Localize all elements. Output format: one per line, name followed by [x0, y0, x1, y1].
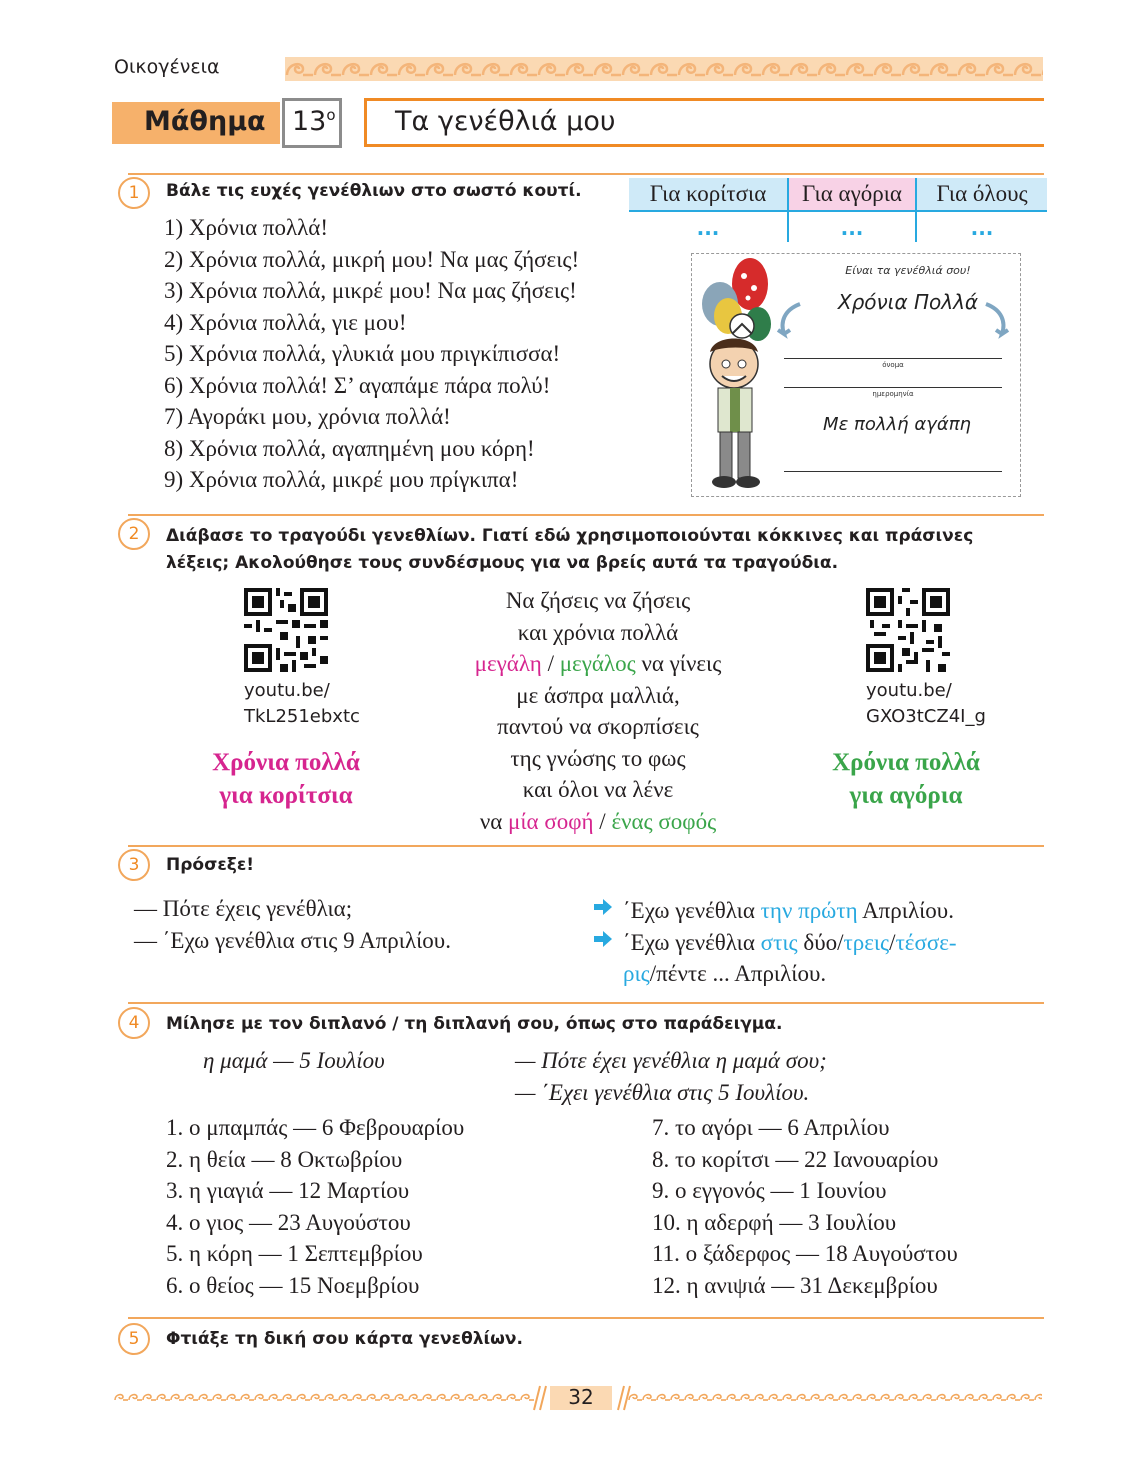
lyric-line: και όλοι να λένε: [522, 777, 674, 802]
lyric-line: Να ζήσεις να ζήσεις: [505, 588, 691, 613]
table-rule: [629, 210, 1047, 212]
instruction-line: Διάβασε το τραγούδι γενεθλίων. Γιατί εδώ χρησιμοποιούνται κόκκινες και πράσινες: [166, 526, 974, 546]
list-item: 2) Χρόνια πολλά, μικρή μου! Να μας ζήσεις!: [164, 246, 580, 272]
section-divider: [128, 1002, 1044, 1004]
video-link-girls[interactable]: [244, 678, 360, 730]
rule-text: Απριλίου.: [857, 898, 954, 923]
exercise-number: 2: [118, 518, 150, 550]
lyric-line: της γνώσης το φως: [510, 745, 686, 771]
link-text: youtu.be/: [244, 680, 330, 701]
column-header-girls: Για κορίτσια: [629, 178, 787, 210]
greek-key-border: [285, 57, 1043, 81]
list-item: 5) Χρόνια πολλά, γλυκιά μου πριγκίπισσα!: [164, 341, 561, 366]
exercise-instruction: Βάλε τις ευχές γενέθλιων στο σωστό κουτί.: [166, 181, 582, 201]
card-field-label: ημερομηνία: [872, 390, 914, 398]
instruction-line: λέξεις; Ακολούθησε τους συνδέσμους για να βρείς αυτά τα τραγούδια.: [166, 553, 839, 573]
exercise-instruction: [166, 523, 973, 577]
list-item: 9) Χρόνια πολλά, μικρέ μου πρίγκιπα!: [164, 467, 519, 492]
date-expression-rules: [623, 895, 957, 990]
list-item: 12. η ανιψιά — 31 Δεκεμβρίου: [652, 1272, 938, 1298]
separator: /: [593, 808, 612, 834]
exercise-instruction: Μίλησε με τον διπλανό / τη διπλανή σου, όπως στο παράδειγμα.: [166, 1014, 783, 1034]
rule-text: ΄Εχω γενέθλια: [623, 898, 761, 923]
title-line: για αγόρια: [849, 782, 963, 809]
list-item: 1) Χρόνια πολλά!: [164, 215, 329, 240]
title-line: Χρόνια πολλά: [832, 749, 980, 776]
exercise-number: 4: [118, 1007, 150, 1039]
lesson-title: Τα γενέθλιά μου: [395, 106, 616, 137]
example-prompt: η μαμά — 5 Ιουλίου: [203, 1048, 385, 1073]
card-field-label: όνομα: [882, 361, 904, 369]
lesson-title-border-top: [364, 98, 1044, 101]
card-top-text: Είναι τα γενέθλιά σου!: [845, 264, 971, 277]
example-answer: — ΄Εχει γενέθλια στις 5 Ιουλίου.: [515, 1079, 810, 1105]
dialogue-example: [134, 893, 451, 956]
highlight-word: τέσσε-: [895, 929, 957, 955]
exercise-instruction: Φτιάξε τη δική σου κάρτα γενεθλίων.: [166, 1329, 523, 1349]
card-line: [784, 358, 1002, 359]
link-text: youtu.be/: [866, 680, 952, 701]
answer-blank[interactable]: ...: [840, 216, 864, 240]
lyric-line: [430, 806, 766, 838]
highlight-word: ρις: [623, 961, 650, 986]
unit-label: Οικογένεια: [114, 56, 220, 78]
card-closing-text: Με πολλή αγάπη: [823, 414, 971, 435]
sorting-table: [629, 178, 1049, 244]
qr-code-icon: [244, 588, 328, 672]
practice-list-left: [166, 1112, 464, 1301]
lesson-word: Μάθημα: [144, 106, 266, 137]
video-link-boys[interactable]: [866, 678, 986, 730]
answer-blank[interactable]: ...: [970, 216, 994, 240]
lyric-text: να γίνεις: [635, 651, 722, 676]
lyric-line: παντού να σκορπίσεις: [497, 714, 699, 739]
card-line: [784, 471, 1002, 472]
list-item: 3. η γιαγιά — 12 Μαρτίου: [166, 1178, 410, 1203]
section-divider: [128, 845, 1044, 847]
list-item: 7. το αγόρι — 6 Απριλίου: [652, 1115, 890, 1140]
wish-list: [164, 212, 579, 496]
lesson-title-border-bottom: [364, 144, 1044, 147]
section-divider: [128, 514, 1044, 516]
list-item: 3) Χρόνια πολλά, μικρέ μου! Να μας ζήσεις!: [164, 278, 577, 303]
section-divider: [128, 173, 1044, 175]
list-item: 10. η αδερφή — 3 Ιουλίου: [652, 1209, 897, 1235]
lesson-header: [112, 98, 1044, 150]
answer-blank[interactable]: ...: [696, 216, 720, 240]
example-question: — Πότε έχει γενέθλια η μαμά σου;: [515, 1048, 827, 1073]
birthday-card-image: [691, 253, 1021, 497]
list-item: 7) Αγοράκι μου, χρόνια πολλά!: [164, 404, 451, 429]
boy-with-balloons-illustration: [692, 254, 792, 496]
rule-text: δύο/: [797, 929, 844, 955]
arrow-left-icon: [774, 300, 806, 340]
rule-text: ΄Εχω γενέθλια: [623, 929, 761, 955]
list-item: 4. ο γιος — 23 Αυγούστου: [166, 1209, 411, 1235]
footer-border-left: [114, 1391, 534, 1403]
exercise-number: 1: [118, 177, 150, 209]
arrow-right-icon: [592, 929, 614, 949]
dialogue-question: — Πότε έχεις γενέθλια;: [134, 896, 353, 921]
feminine-word: μία σοφή: [508, 808, 594, 834]
list-item: 9. ο εγγονός — 1 Ιουνίου: [652, 1178, 887, 1203]
list-item: 6) Χρόνια πολλά! Σ’ αγαπάμε πάρα πολύ!: [164, 372, 551, 398]
list-item: 8. το κορίτσι — 22 Ιανουαρίου: [652, 1146, 939, 1172]
column-header-all: Για όλους: [917, 178, 1047, 210]
rule-line: [623, 895, 957, 927]
list-item: 6. ο θείος — 15 Νοεμβρίου: [166, 1272, 420, 1298]
feminine-word: μεγάλη: [474, 651, 542, 676]
lyric-line: με άσπρα μαλλιά,: [516, 682, 680, 708]
lesson-title-border-left: [364, 98, 367, 147]
link-text: TkL251ebxtc: [244, 706, 360, 727]
exercise-instruction: Πρόσεξε!: [166, 855, 255, 875]
lyric-text: να: [479, 808, 509, 834]
rule-text: /πέντε ... Απριλίου.: [649, 961, 827, 986]
footer-border-right: [628, 1391, 1042, 1403]
masculine-word: μεγάλος: [559, 651, 636, 676]
lyric-line: και χρόνια πολλά: [517, 619, 679, 645]
rule-line: [623, 927, 957, 959]
song-lyrics: [430, 585, 766, 837]
song-title-boys: [796, 746, 1016, 812]
masculine-word: ένας σοφός: [611, 808, 717, 834]
list-item: 11. ο ξάδερφος — 18 Αυγούστου: [652, 1241, 958, 1266]
lesson-number: $13^o$: [292, 106, 336, 137]
exercise-number: 3: [118, 849, 150, 881]
title-line: Χρόνια πολλά: [212, 749, 360, 776]
song-title-girls: [176, 746, 396, 812]
section-divider: [128, 1317, 1044, 1319]
dialogue-answer: — ΄Εχω γενέθλια στις 9 Απριλίου.: [134, 927, 451, 953]
highlight-word: την πρώτη: [760, 898, 858, 923]
rule-text: /: [889, 929, 896, 955]
highlight-word: τρεις: [843, 929, 890, 955]
link-text: GXO3tCZ4I_g: [866, 706, 986, 727]
list-item: 4) Χρόνια πολλά, γιε μου!: [164, 309, 407, 335]
highlight-word: στις: [760, 929, 798, 955]
column-header-boys: Για αγόρια: [789, 178, 915, 210]
list-item: 1. ο μπαμπάς — 6 Φεβρουαρίου: [166, 1115, 465, 1140]
exercise-number: 5: [118, 1323, 150, 1355]
lyric-line: [430, 648, 766, 680]
rule-line: [623, 958, 957, 990]
practice-list-right: [652, 1112, 958, 1301]
page-number: 32: [568, 1385, 594, 1409]
example-dialogue: [515, 1045, 827, 1108]
separator: /: [541, 651, 560, 676]
card-wish-text: Χρόνια Πολλά: [837, 290, 979, 314]
list-item: 2. η θεία — 8 Οκτωβρίου: [166, 1146, 403, 1172]
list-item: 5. η κόρη — 1 Σεπτεμβρίου: [166, 1241, 423, 1266]
qr-code-icon: [866, 588, 950, 672]
arrow-right-icon: [592, 897, 614, 917]
card-line: [784, 387, 1002, 388]
title-line: για κορίτσια: [219, 782, 353, 809]
list-item: 8) Χρόνια πολλά, αγαπημένη μου κόρη!: [164, 435, 535, 461]
